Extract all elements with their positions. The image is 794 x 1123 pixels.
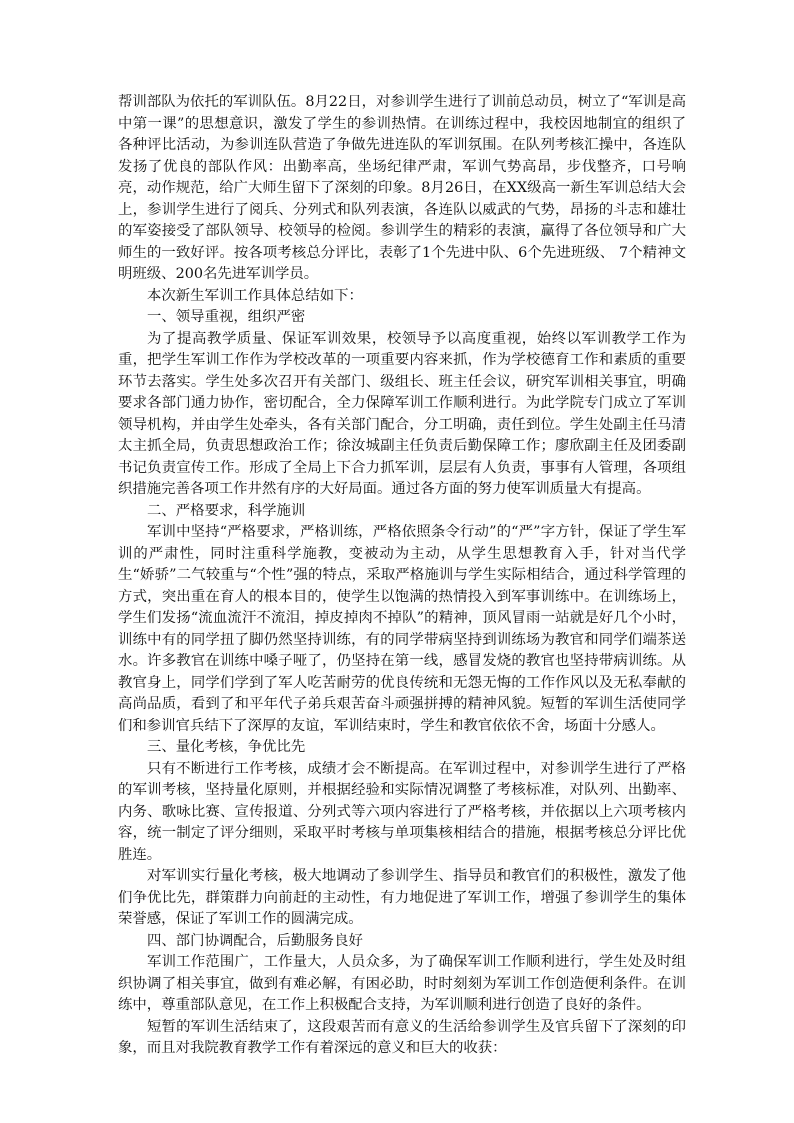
- section-1-heading: 一、领导重视，组织严密: [147, 309, 306, 325]
- section-4-heading: 四、部门协调配合，后勤服务良好: [147, 932, 363, 949]
- section-3-heading: 三、量化考核，争优比先: [147, 739, 306, 755]
- section-3-paragraph-1: 只有不断进行工作考核，成绩才会不断提高。在军训过程中，对参训学生进行了严格的军训考核，坚持量化原则，并根据经验和实际情况调整了考核标准，对队列、出勤率、内务、歌咏比赛、宣传报道、分列式等六项内容进行了严格考核，并依据以上六项考核内容，统一制定了评分细则，采取平时考核与单项集核相结合的措施，根据考核总分评比优胜连。: [118, 760, 686, 863]
- section-1-paragraph: 为了提高教学质量、保证军训效果，校领导予以高度重视，始终以军训教学工作为重，把学生军训工作作为学校改革的一项重要内容来抓，作为学校德育工作和素质的重要环节去落实。学生处多次召开有关部门、级组长、班主任会议，研究军训相关事宜，明确要求各部门通力协作，密切配合，全力保障军训工作顺利进行。为此学院专门成立了军训领导机构，并由学生处牵头，各有关部门配合，分工明确，责任到位。学生处副主任马清太主抓全局，负责思想政治工作；徐汝城副主任负责后勤保障工作；廖欣副主任及团委副书记负责宣传工作。形成了全局上下合力抓军训，层层有人负责，事事有人管理，各项组织措施完善各项工作井然有序的大好局面。通过各方面的努力使军训质量大有提高。: [118, 330, 686, 497]
- closing-paragraph: 短暂的军训生活结束了，这段艰苦而有意义的生活给参训学生及官兵留下了深刻的印象，而且对我院教育教学工作有着深远的意义和巨大的收获：: [118, 1018, 686, 1056]
- section-2-heading: 二、严格要求，科学施训: [147, 502, 306, 519]
- section-2-paragraph: 军训中坚持“严格要求，严格训练，严格依照条令行动”的“严”字方针，保证了学生军训的严肃性，同时注重科学施教，变被动为主动，从学生思想教育入手，针对当代学生“娇骄”二气较重与“个性”强的特点，采取严格施训与学生实际相结合，通过科学管理的方式，突出重在育人的根本目的，使学生以饱满的热情投入到军事训练中。在训练场上，学生们发扬“流血流汗不流泪，掉皮掉肉不掉队”的精神，顶风冒雨一站就是好几个小时，训练中有的同学扭了脚仍然坚持训练，有的同学带病坚持到训练场为教官和同学们端茶送水。许多教官在训练中嗓子哑了，仍坚持在第一线，感冒发烧的教官也坚持带病训练。从教官身上，同学们学到了军人吃苦耐劳的优良传统和无怨无悔的工作作风以及无私奉献的高尚品质，看到了和平年代子弟兵艰苦奋斗顽强拼搏的精神风貌。短暂的军训生活使同学们和参训官兵结下了深厚的友谊，军训结束时，学生和教官依依不舍，场面十分感人。: [118, 524, 686, 734]
- summary-intro: 本次新生军训工作具体总结如下：: [147, 287, 363, 304]
- document-page: [118, 92, 686, 1060]
- section-3-paragraph-2: 对军训实行量化考核，极大地调动了参训学生、指导员和教官们的积极性，激发了他们争优比先，群策群力向前赶的主动性，有力地促进了军训工作，增强了参训学生的集体荣誉感，保证了军训工作的圆满完成。: [118, 868, 686, 927]
- section-4-paragraph: 军训工作范围广，工作量大，人员众多，为了确保军训工作顺利进行，学生处及时组织协调了相关事宜，做到有难必解，有困必助，时时刻刻为军训工作创造便利条件。在训练中，尊重部队意见，在工作上积极配合支持，为军训顺利进行创造了良好的条件。: [118, 954, 686, 1013]
- intro-paragraph: 帮训部队为依托的军训队伍。8月22日，对参训学生进行了训前总动员，树立了“军训是高中第一课”的思想意识，激发了学生的参训热情。在训练过程中，我校因地制宜的组织了各种评比活动，为参训连队营造了争做先进连队的军训氛围。在队列考核汇操中，各连队发扬了优良的部队作风：出勤率高，坐场纪律严肃，军训气势高昂，步伐整齐，口号响亮，动作规范，给广大师生留下了深刻的印象。8月26日，在XX级高一新生军训总结大会上，参训学生进行了阅兵、分列式和队列表演，各连队以威武的气势，昂扬的斗志和雄壮的军姿接受了部队领导、校领导的检阅。参训学生的精彩的表演，赢得了各位领导和广大师生的一致好评。按各项考核总分评比，表彰了1个先进中队、6个先进班级、 7个精神文明班级、200名先进军训学员。: [118, 94, 686, 282]
